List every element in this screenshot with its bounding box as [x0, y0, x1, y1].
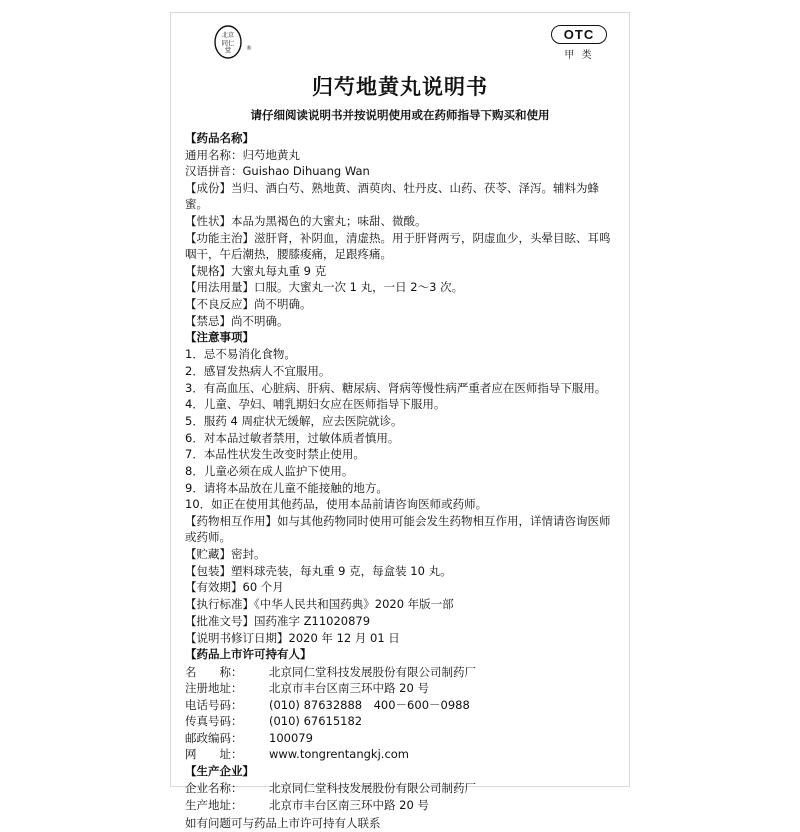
mah-website-row [185, 746, 615, 763]
section-manufacturer-heading: 【生产企业】 [185, 764, 254, 779]
svg-text:同仁: 同仁 [221, 39, 235, 47]
insert-body [185, 130, 615, 832]
list-item: 8．儿童必须在成人监护下使用。 [185, 464, 354, 479]
mah-fax-row [185, 713, 615, 730]
mah-fax-value: (010) 67615182 [269, 714, 363, 729]
package-insert-sheet [170, 12, 630, 831]
section-mah-heading: 【药品上市许可持有人】 [185, 647, 312, 662]
section-drug-name-heading: 【药品名称】 [185, 131, 254, 145]
mah-name-row [185, 664, 615, 681]
list-item: 9．请将本品放在儿童不能接触的地方。 [185, 480, 388, 495]
footer-contact-note: 如有问题可与药品上市许可持有人联系 [185, 816, 381, 831]
tongrentang-logo-icon [211, 25, 245, 59]
notes-list [185, 346, 615, 513]
mah-address-value: 北京市丰台区南三环中路 20 号 [269, 681, 429, 696]
section-notes-heading: 【注意事项】 [185, 330, 254, 345]
list-item: 5．服药 4 周症状无缓解，应去医院就诊。 [185, 413, 403, 428]
page-subtitle: 请仔细阅读说明书并按说明使用或在药师指导下购买和使用 [250, 108, 550, 122]
section-ingredients: 【成份】当归、酒白芍、熟地黄、酒萸肉、牡丹皮、山药、茯苓、泽泻。辅料为蜂蜜。 [185, 181, 599, 212]
mah-website-value: www.tongrentangkj.com [269, 747, 410, 762]
section-package: 【包装】塑料球壳装，每丸重 9 克，每盒装 10 丸。 [185, 563, 452, 578]
insert-header [185, 23, 615, 69]
mah-phone-value: (010) 87632888 400－600－0988 [269, 697, 470, 712]
section-revision-date: 【说明书修订日期】2020 年 12 月 01 日 [185, 630, 400, 645]
list-item: 2．感冒发热病人不宜服用。 [185, 363, 331, 378]
section-approval-number: 【批准文号】国药准字 Z11020879 [185, 613, 371, 628]
mah-postcode-row [185, 730, 615, 747]
manufacturer-address-row [185, 797, 615, 814]
manufacturer-name-value: 北京同仁堂科技发展股份有限公司制药厂 [269, 781, 476, 796]
section-specification: 【规格】大蜜丸每丸重 9 克 [185, 263, 327, 278]
list-item: 7．本品性状发生改变时禁止使用。 [185, 447, 365, 462]
section-validity: 【有效期】60 个月 [185, 580, 284, 595]
mah-postcode-value: 100079 [269, 730, 313, 745]
list-item: 1．忌不易消化食物。 [185, 347, 296, 362]
section-standard: 【执行标准】《中华人民共和国药典》2020 年版一部 [185, 597, 454, 612]
section-contraindications: 【禁忌】尚不明确。 [185, 313, 289, 328]
otc-class-label: 甲 类 [564, 50, 594, 61]
manufacturer-name-row [185, 780, 615, 797]
list-item: 6．对本品过敏者禁用，过敏体质者慎用。 [185, 430, 400, 445]
list-item: 3．有高血压、心脏病、肝病、糖尿病、肾病等慢性病严重者应在医师指导下服用。 [185, 380, 607, 395]
section-dosage: 【用法用量】口服。大蜜丸一次 1 丸，一日 2～3 次。 [185, 280, 464, 295]
registered-mark: ® [246, 45, 252, 52]
section-drug-interaction: 【药物相互作用】如与其他药物同时使用可能会发生药物相互作用，详情请咨询医师或药师。 [185, 514, 611, 545]
section-adverse-reactions: 【不良反应】尚不明确。 [185, 297, 312, 312]
page-title: 归芍地黄丸说明书 [312, 75, 488, 99]
mah-address-label: 注册地址： [185, 681, 243, 696]
manufacturer-details [185, 780, 615, 813]
mah-name-value: 北京同仁堂科技发展股份有限公司制药厂 [269, 664, 476, 679]
list-item: 4．儿童、孕妇、哺乳期妇女应在医师指导下服用。 [185, 397, 446, 412]
svg-text:堂: 堂 [224, 46, 232, 54]
section-functions: 【功能主治】滋肝肾，补阴血，清虚热。用于肝肾两亏，阴虚血少，头晕目眩、耳鸣咽干，午后潮热，腰膝痠痛，足跟疼痛。 [185, 230, 611, 261]
mah-details [185, 664, 615, 764]
section-storage: 【贮藏】密封。 [185, 547, 266, 562]
section-properties: 【性状】本品为黑褐色的大蜜丸；味甜、微酸。 [185, 214, 427, 229]
mah-fax-label: 传真号码： [185, 714, 243, 729]
list-item: 10．如正在使用其他药品，使用本品前请咨询医师或药师。 [185, 497, 488, 512]
manufacturer-address-value: 北京市丰台区南三环中路 20 号 [269, 797, 429, 812]
mah-name-label: 名 称： [185, 664, 243, 679]
common-name: 通用名称：归芍地黄丸 [185, 147, 300, 162]
mah-website-label: 网 址： [185, 747, 243, 762]
otc-badge-group [551, 25, 607, 61]
manufacturer-address-label: 生产地址： [185, 797, 243, 812]
mah-postcode-label: 邮政编码： [185, 730, 243, 745]
mah-phone-row [185, 697, 615, 714]
mah-phone-label: 电话号码： [185, 697, 243, 712]
pinyin-name: 汉语拼音：Guishao Dihuang Wan [185, 164, 370, 179]
svg-text:北京: 北京 [221, 32, 235, 39]
otc-badge: OTC [551, 25, 607, 44]
mah-address-row [185, 680, 615, 697]
manufacturer-name-label: 企业名称： [185, 781, 243, 796]
